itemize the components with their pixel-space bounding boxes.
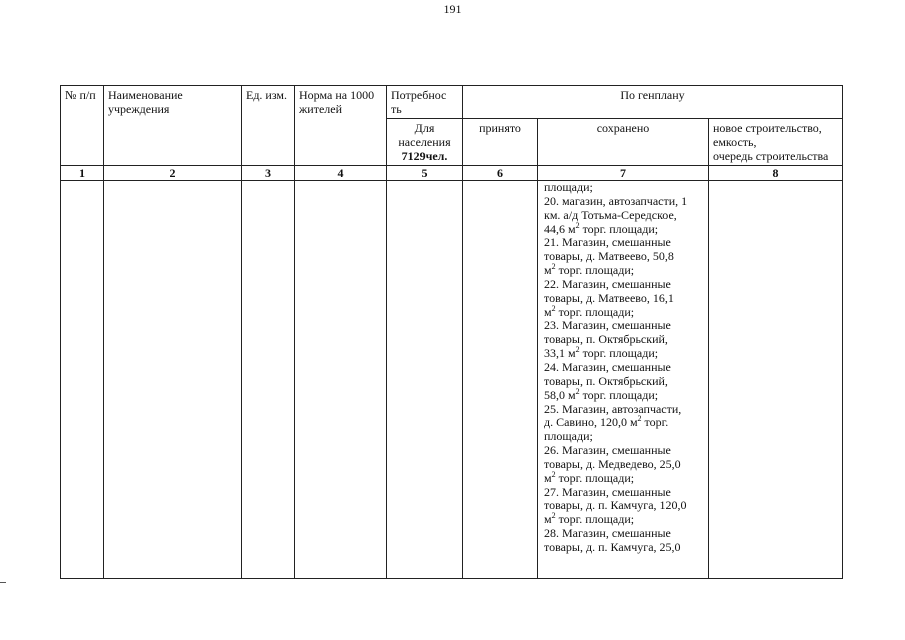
header-population-label: Для населения bbox=[398, 121, 451, 149]
superscript: 2 bbox=[551, 469, 556, 479]
list-line bbox=[544, 386, 704, 403]
list-line: 21. Магазин, смешанные bbox=[544, 235, 671, 250]
list-line: 28. Магазин, смешанные bbox=[544, 526, 671, 541]
header-genplan: По генплану bbox=[463, 86, 843, 119]
cell-accepted bbox=[463, 181, 538, 579]
superscript: 2 bbox=[637, 414, 642, 424]
list-line: товары, д. п. Камчуга, 120,0 bbox=[544, 498, 687, 513]
header-name: Наименование учреждения bbox=[104, 86, 242, 166]
cell-unit bbox=[242, 181, 295, 579]
header-population-count: 7129чел. bbox=[401, 149, 448, 163]
superscript: 2 bbox=[551, 262, 556, 272]
column-number: 2 bbox=[104, 166, 242, 181]
column-number: 4 bbox=[295, 166, 387, 181]
cell-norm bbox=[295, 181, 387, 579]
list-text: м bbox=[544, 263, 552, 278]
list-line: товары, п. Октябрьский, bbox=[544, 373, 668, 388]
list-text: м bbox=[544, 512, 552, 527]
list-text: м bbox=[544, 304, 552, 319]
list-text: м bbox=[544, 470, 552, 485]
superscript: 2 bbox=[575, 345, 580, 355]
list-line bbox=[544, 469, 704, 486]
superscript: 2 bbox=[551, 303, 556, 313]
list-line: площади; bbox=[544, 429, 593, 444]
list-line: 27. Магазин, смешанные bbox=[544, 484, 671, 499]
superscript: 2 bbox=[575, 220, 580, 230]
list-line: товары, д. Матвеево, 50,8 bbox=[544, 249, 674, 264]
list-text: торг. площади; bbox=[579, 346, 659, 361]
header-new-construction bbox=[709, 119, 843, 166]
superscript: 2 bbox=[575, 386, 580, 396]
list-text: торг. площади; bbox=[555, 470, 635, 485]
header-new-construction-line2: емкость, bbox=[713, 135, 757, 149]
list-line: 20. магазин, автозапчасти, 1 bbox=[544, 193, 688, 208]
facilities-table bbox=[60, 85, 843, 579]
list-line: товары, д. п. Камчуга, 25,0 bbox=[544, 539, 681, 554]
header-population bbox=[387, 119, 463, 166]
list-text: торг. площади; bbox=[555, 512, 635, 527]
list-line: товары, п. Октябрьский, bbox=[544, 332, 668, 347]
list-line: 23. Магазин, смешанные bbox=[544, 318, 671, 333]
list-line bbox=[544, 303, 704, 320]
header-need: Потребнос ть bbox=[387, 86, 463, 119]
column-number: 8 bbox=[709, 166, 843, 181]
cell-new-construction bbox=[709, 181, 843, 579]
list-text: 58,0 м bbox=[544, 387, 576, 402]
list-line bbox=[544, 416, 704, 430]
header-preserved: сохранено bbox=[538, 119, 709, 166]
header-new-construction-line3: очередь строительства bbox=[713, 149, 829, 163]
list-line: товары, д. Медведево, 25,0 bbox=[544, 456, 681, 471]
cell-preserved-list bbox=[538, 181, 709, 579]
column-number: 1 bbox=[61, 166, 104, 181]
column-number: 3 bbox=[242, 166, 295, 181]
list-line: 25. Магазин, автозапчасти, bbox=[544, 401, 682, 416]
list-line: 24. Магазин, смешанные bbox=[544, 359, 671, 374]
list-line bbox=[544, 264, 704, 278]
margin-mark bbox=[0, 582, 6, 583]
header-unit: Ед. изм. bbox=[242, 86, 295, 166]
list-line: товары, д. Матвеево, 16,1 bbox=[544, 290, 674, 305]
list-text: д. Савино, 120,0 м bbox=[544, 415, 638, 430]
column-number: 5 bbox=[387, 166, 463, 181]
column-number: 6 bbox=[463, 166, 538, 181]
column-number: 7 bbox=[538, 166, 709, 181]
list-text: торг. площади; bbox=[579, 221, 659, 236]
list-line: площади; bbox=[544, 180, 593, 194]
list-text: торг. bbox=[641, 415, 669, 430]
cell-name bbox=[104, 181, 242, 579]
list-line bbox=[544, 513, 704, 527]
header-accepted: принято bbox=[463, 119, 538, 166]
list-text: торг. площади; bbox=[555, 263, 635, 278]
header-number: № п/п bbox=[61, 86, 104, 166]
list-text: 33,1 м bbox=[544, 346, 576, 361]
cell-number bbox=[61, 181, 104, 579]
cell-need bbox=[387, 181, 463, 579]
header-norm: Норма на 1000 жителей bbox=[295, 86, 387, 166]
page-number: 191 bbox=[443, 2, 462, 16]
list-line: 26. Магазин, смешанные bbox=[544, 443, 671, 458]
header-new-construction-line1: новое строительство, bbox=[713, 121, 822, 135]
list-line bbox=[544, 347, 704, 361]
list-line: км. а/д Тотьма-Середское, bbox=[544, 207, 677, 222]
list-line bbox=[544, 220, 704, 237]
superscript: 2 bbox=[551, 511, 556, 521]
list-text: торг. площади; bbox=[555, 304, 635, 319]
list-text: торг. площади; bbox=[579, 387, 659, 402]
list-line: 22. Магазин, смешанные bbox=[544, 276, 671, 291]
list-text: 44,6 м bbox=[544, 221, 576, 236]
